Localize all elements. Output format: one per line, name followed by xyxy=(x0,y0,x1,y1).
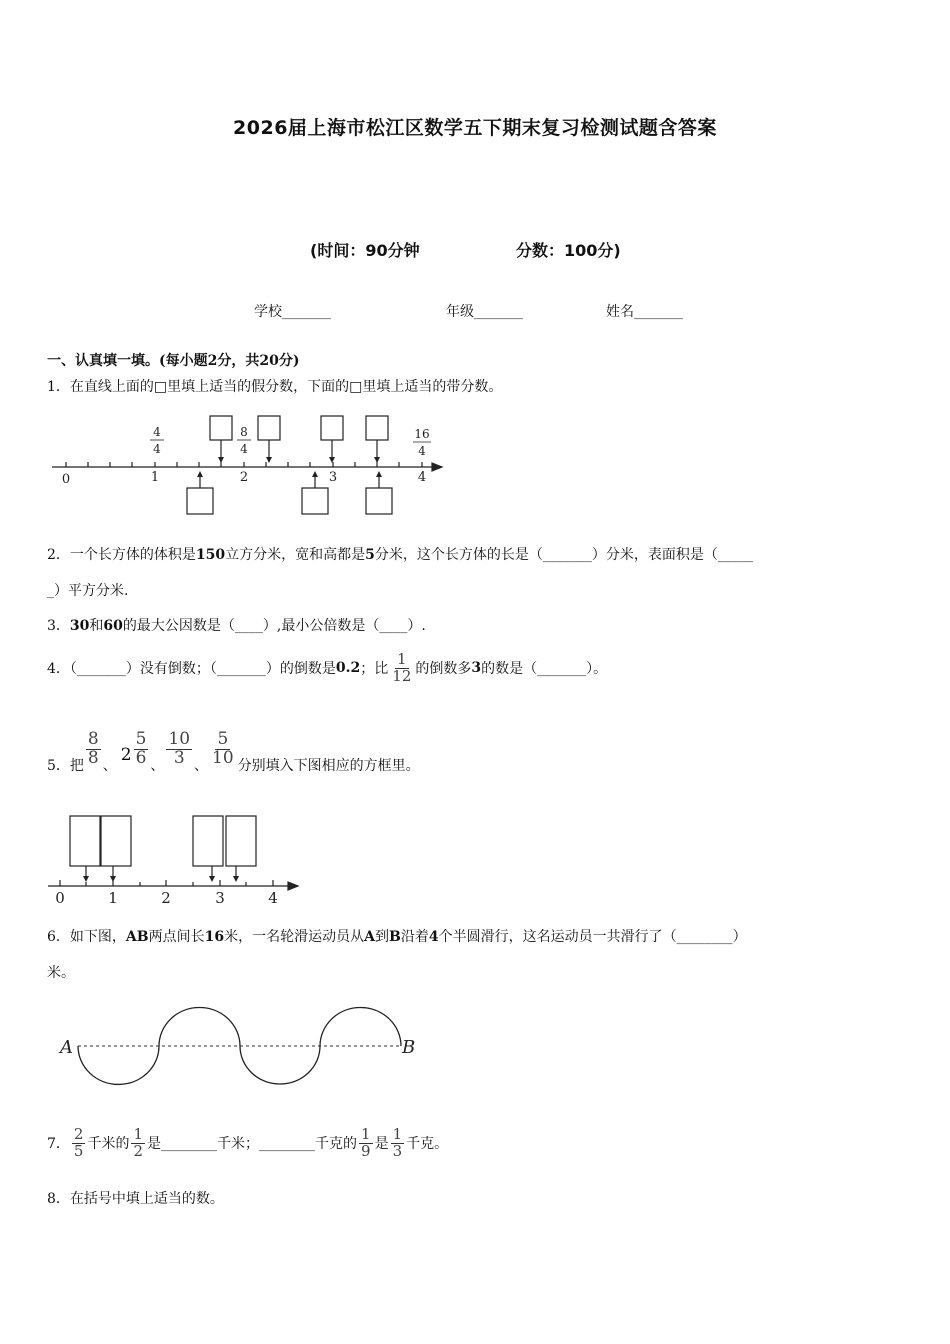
q1-label-3: 3 xyxy=(328,470,338,485)
exam-time: (时间：90分钟 xyxy=(310,241,420,260)
q1-top-box-1 xyxy=(210,416,232,440)
q6-semicircle-3 xyxy=(240,1046,320,1084)
q5-fraction-3: $\frac{10}{3}$ xyxy=(168,729,191,768)
name-field: 姓名_______ xyxy=(606,304,683,320)
grade-field: 年级_______ xyxy=(446,304,523,320)
q1-label-2: 2 xyxy=(239,470,249,485)
q5-fraction-2: $\frac{5}{6}$ xyxy=(135,729,147,768)
question-4: 4．（_______）没有倒数；（_______）的倒数是 0.2 ；比 $\frac{1}{12}$ 的倒数多 3 的数是（_______）。 xyxy=(47,649,608,685)
q5-box-2 xyxy=(101,816,131,866)
q6-point-a: A xyxy=(60,1037,73,1058)
page-title: 2026届上海市松江区数学五下期末复习检测试题含答案 xyxy=(233,117,717,139)
question-2-line-2: _）平方分米. xyxy=(47,583,129,599)
question-5: 5．把 $\frac{8}{8}$ 、 2 $\frac{5}{6}$ 、 $\frac{10}{3}$ 、 $\frac{5}{10}$ 分别填入下图相应的方框里。 xyxy=(47,731,420,779)
q1-top-box-3 xyxy=(321,416,343,440)
q7-fraction-1: $\frac{2}{5}$ xyxy=(73,1124,84,1160)
q1-top-box-2 xyxy=(258,416,280,440)
q6-semicircle-1 xyxy=(78,1046,159,1084)
q5-label-4: 4 xyxy=(268,889,278,906)
q5-box-4 xyxy=(226,816,256,866)
q4-fraction: $\frac{1}{12}$ xyxy=(392,649,412,685)
q5-label-2: 2 xyxy=(161,889,171,906)
q6-semicircle-figure xyxy=(56,998,436,1094)
question-6-line-2: 米。 xyxy=(47,965,75,981)
q5-whole-number: 2 xyxy=(120,745,132,765)
q1-frac-4-4-n: 4 xyxy=(153,425,161,439)
q5-label-1: 1 xyxy=(108,889,118,906)
q7-fraction-3: $\frac{1}{9}$ xyxy=(361,1124,371,1160)
q5-fraction-1: $\frac{8}{8}$ xyxy=(87,729,99,768)
q5-label-0: 0 xyxy=(55,889,65,906)
q1-frac-8-4-n: 8 xyxy=(240,425,248,439)
question-7: 7． $\frac{2}{5}$ 千米的 $\frac{1}{2}$ 是________千米；________千克的 $\frac{1}{9}$ 是 $\frac{1}{3}$ 千克。 xyxy=(47,1124,449,1160)
q1-ticks xyxy=(66,462,422,467)
q1-number-line xyxy=(40,412,460,522)
question-2: 2．一个长方体的体积是150立方分米，宽和高都是5分米，这个长方体的长是（_______）分米，表面积是（_____ xyxy=(47,547,753,563)
q6-semicircle-2 xyxy=(159,1008,240,1046)
exam-score: 分数：100分) xyxy=(516,241,621,260)
q5-fraction-4: $\frac{5}{10}$ xyxy=(212,729,234,768)
q1-bottom-box-1 xyxy=(187,488,213,514)
section-heading: 一、认真填一填。(每小题2分，共20分) xyxy=(47,353,300,369)
q1-frac-4-4-d: 4 xyxy=(153,442,161,456)
q1-bottom-box-3 xyxy=(366,488,392,514)
q1-label-0: 0 xyxy=(61,472,71,487)
q5-number-line xyxy=(44,810,304,906)
q6-point-b: B xyxy=(402,1037,416,1058)
question-1: 1．在直线上面的□里填上适当的假分数，下面的□里填上适当的带分数。 xyxy=(47,379,503,395)
question-6: 6．如下图，AB两点间长16米，一名轮滑运动员从A到B沿着4个半圆滑行，这名运动员一共滑行了（________） xyxy=(47,929,747,945)
q5-label-3: 3 xyxy=(215,889,225,906)
q1-frac-8-4-d: 4 xyxy=(240,442,248,456)
q1-label-4: 4 xyxy=(417,470,427,485)
q5-box-1 xyxy=(70,816,100,866)
q1-frac-16-4-d: 4 xyxy=(418,444,426,458)
q1-frac-16-4-n: 16 xyxy=(414,427,430,441)
question-3: 3．30和60的最大公因数是（____）,最小公倍数是（____）. xyxy=(47,618,426,634)
q1-label-1: 1 xyxy=(150,470,160,485)
q7-fraction-2: $\frac{1}{2}$ xyxy=(133,1124,144,1160)
q1-axis-arrow xyxy=(432,463,442,471)
school-field: 学校_______ xyxy=(254,304,331,320)
q5-box-3 xyxy=(193,816,223,866)
q6-semicircle-4 xyxy=(320,1008,401,1046)
q1-top-box-4 xyxy=(366,416,388,440)
q1-bottom-box-2 xyxy=(302,488,328,514)
question-8: 8．在括号中填上适当的数。 xyxy=(47,1191,224,1207)
q7-fraction-4: $\frac{1}{3}$ xyxy=(392,1124,403,1160)
